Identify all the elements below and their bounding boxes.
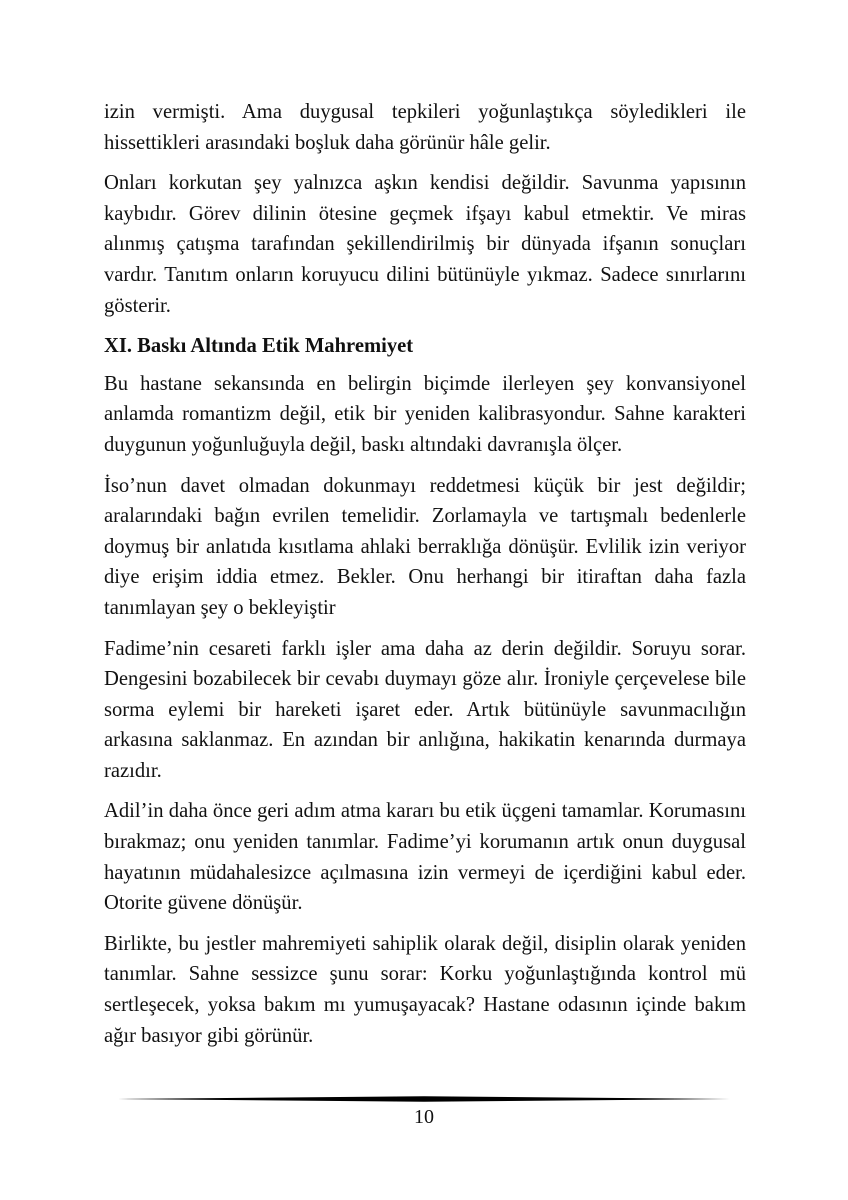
page-number: 10 <box>414 1106 434 1128</box>
paragraph-continuation: izin vermişti. Ama duygusal tepkileri yoğunlaştıkça söyledikleri ile hissettikleri arasındaki boşluk daha görünür hâle gelir. <box>104 101 746 154</box>
paragraph: Bu hastane sekansında en belirgin biçimde ilerleyen şey konvansiyonel anlamda romantizm değil, etik bir yeniden kalibrasyondur. Sahne karakteri duygunun yoğunluğuyla değil, baskı altındaki davranışla ölçer. <box>104 372 746 456</box>
footer-divider <box>118 1096 730 1102</box>
section-heading: XI. Baskı Altında Etik Mahremiyet <box>104 335 414 358</box>
paragraph: Birlikte, bu jestler mahremiyeti sahiplik olarak değil, disiplin olarak yeniden tanımlar. Sahne sessizce şunu sorar: Korku yoğunlaştığında kontrol mü sertleşecek, yoksa bakım mı yumuşayacak? Hastane odasının içinde bakım ağır basıyor gibi görünür. <box>104 932 746 1047</box>
paragraph: Adil’in daha önce geri adım atma kararı bu etik üçgeni tamamlar. Korumasını bırakmaz; onu yeniden tanımlar. Fadime’yi korumanın artık onun duygusal hayatının müdahalesizce açılmasına izin vermeyi de içerdiğini kabul eder. Otorite güvene dönüşür. <box>104 800 746 915</box>
paragraph: Fadime’nin cesareti farklı işler ama daha az derin değildir. Soruyu sorar. Dengesini bozabilecek bir cevabı duymayı göze alır. İroniyle çerçevelese bile sorma eylemi bir hareketi işaret eder. Artık bütünüyle savunmacılığın arkasına saklanmaz. En azından bir anlığına, hakikatin kenarında durmaya razıdır. <box>104 637 746 782</box>
paragraph: Onları korkutan şey yalnızca aşkın kendisi değildir. Savunma yapısının kaybıdır. Görev dilinin ötesine geçmek ifşayı kabul etmektir. Ve miras alınmış çatışma tarafından şekillendirilmiş bir dünyada ifşanın sonuçları vardır. Tanıtım onların koruyucu dilini bütünüyle yıkmaz. Sadece sınırlarını gösterir. <box>104 172 746 317</box>
page-body <box>104 97 746 1061</box>
paragraph: İso’nun davet olmadan dokunmayı reddetmesi küçük bir jest değildir; aralarındaki bağın evrilen temelidir. Zorlamayla ve tartışmalı bedenlerle doymuş bir anlatıda kısıtlama ahlaki berraklığa dönüşür. Evlilik izin veriyor diye erişim iddia etmez. Bekler. Onu herhangi bir itiraftan daha fazla tanımlayan şey o bekleyiştir <box>104 474 746 619</box>
